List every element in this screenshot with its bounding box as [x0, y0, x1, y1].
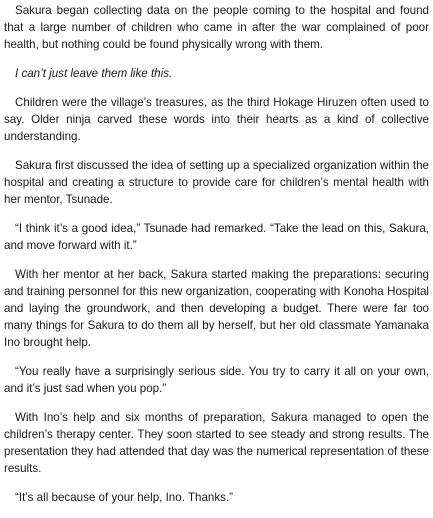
paragraph-3: Children were the village’s treasures, as the third Hokage Hiruzen often used to say. Older ninja carved these words into their hearts as a kind of collective understanding.: [4, 96, 429, 143]
paragraph-1: Sakura began collecting data on the people coming to the hospital and found that a large number of children who came in after the war complained of poor health, but nothing could be found physically wrong with them.: [4, 4, 429, 51]
paragraph-9-dialogue: “It’s all because of your help, Ino. Thanks.”: [15, 491, 234, 504]
paragraph-5-dialogue: “I think it’s a good idea,” Tsunade had remarked. “Take the lead on this, Sakura, and move forward with it.”: [4, 222, 429, 252]
paragraph-4: Sakura first discussed the idea of setting up a specialized organization within the hospital and creating a structure to provide care for children’s mental health with her mentor, Tsunade.: [4, 159, 429, 206]
document-page: [4, 2, 429, 518]
paragraph-6: With her mentor at her back, Sakura started making the preparations: securing and training personnel for this new organization, cooperating with Konoha Hospital and laying the groundwork, and then developing a budget. There were far too many things for Sakura to do them all by herself, but her old classmate Yamanaka Ino brought help.: [4, 268, 429, 349]
paragraph-8: With Ino’s help and six months of preparation, Sakura managed to open the children’s therapy center. They soon started to see steady and strong results. The presentation they had attended that day was the numerical representation of these results.: [4, 411, 429, 475]
paragraph-2-thought: I can’t just leave them like this.: [15, 67, 173, 80]
paragraph-7-dialogue: “You really have a surprisingly serious side. You try to carry it all on your own, and it’s just sad when you pop.”: [4, 365, 429, 395]
